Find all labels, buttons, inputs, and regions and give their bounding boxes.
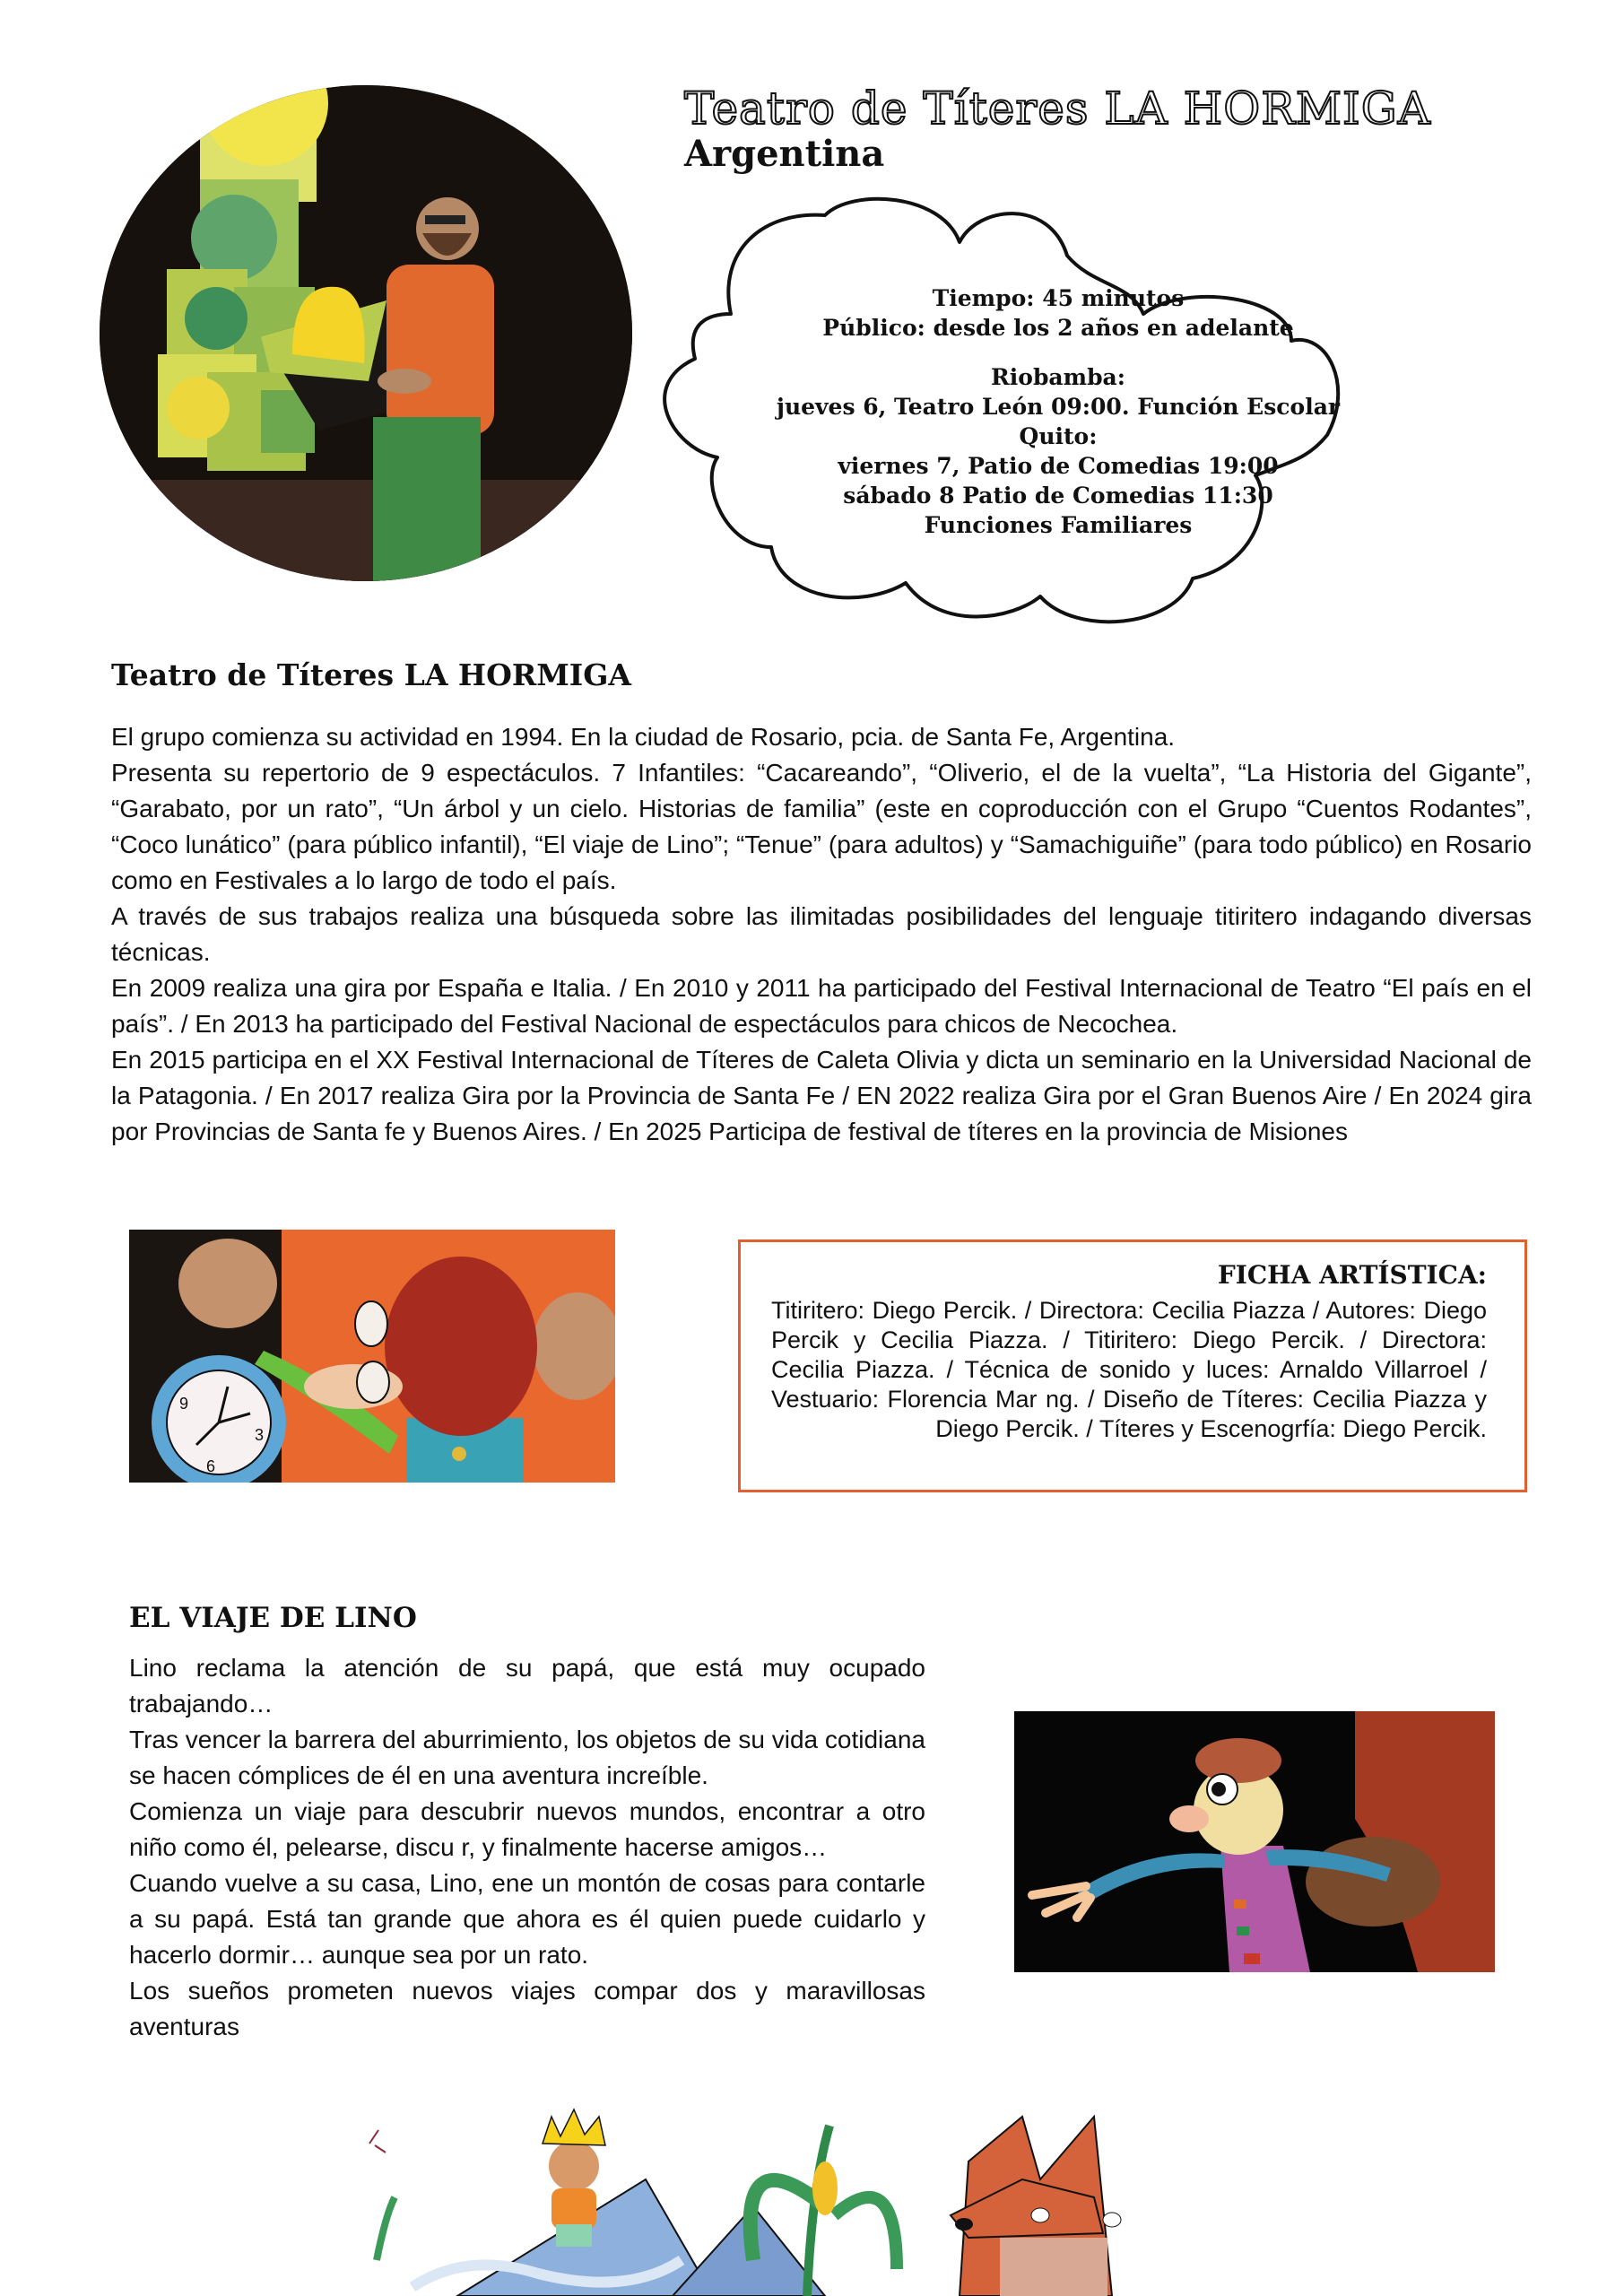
bottom-illustration [359,2081,1220,2296]
svg-text:6: 6 [206,1457,216,1475]
svg-text:3: 3 [255,1426,265,1444]
company-bio [111,719,1532,1150]
synopsis-paragraph: Lino reclama la atención de su papá, que está muy ocupado trabajando… [129,1654,925,1718]
schedule-line: Funciones Familiares [924,512,1193,538]
lino-puppet-image [1014,1711,1495,1972]
hero-photo-puppeteer [100,85,632,581]
bio-paragraph: En 2009 realiza una gira por España e Italia. / En 2010 y 2011 ha participado del Festival Internacional de Teatro “El país en el país”. / En 2013 ha participado del Festival Nacional de espectáculos para chicos de Necochea. [111,974,1532,1038]
clock-puppet-photo [129,1230,615,1483]
bio-paragraph: A través de sus trabajos realiza una búsqueda sobre las ilimitadas posibilidades del lenguaje titiritero indagando diversas técnicas. [111,902,1532,966]
ficha-artistica-box [738,1239,1527,1492]
andean-characters-illustration [359,2081,1220,2296]
synopsis-paragraph: Los sueños prometen nuevos viajes compar dos y maravillosas aventuras [129,1977,925,2040]
synopsis-paragraph: Comienza un viaje para descubrir nuevos mundos, encontrar a otro niño como él, pelearse, discu r, y finalmente hacerse amigos… [129,1797,925,1861]
show-synopsis [129,1650,925,2045]
puppeteer-image [100,85,632,581]
show-heading: EL VIAJE DE LINO [129,1602,417,1634]
lino-puppet-photo [1014,1711,1495,1972]
company-heading: Teatro de Títeres LA HORMIGA [111,657,632,692]
clock-puppet-image [129,1230,615,1483]
bio-paragraph: Presenta su repertorio de 9 espectáculos. 7 Infantiles: “Cacareando”, “Oliverio, el de la vuelta”, “La Historia del Gigante”, “Garabato, por un rato”, “Un árbol y un cielo. Historias de familia” (este en coproducción con el Grupo “Cuentos Rodantes”, “Coco lunático” (para público infantil), “El viaje de Lino”; “Tenue” (para adultos) y “Samachiguiñe” (para todo público) en Rosario como en Festivales a lo largo de todo el país. [111,759,1532,894]
svg-text:9: 9 [179,1395,189,1413]
country-subtitle: Argentina [684,133,885,175]
ficha-title: FICHA ARTÍSTICA: [1217,1260,1487,1290]
synopsis-paragraph: Cuando vuelve a su casa, Lino, ene un montón de cosas para contarle a su papá. Está tan grande que ahora es él quien puede cuidarlo y hacerlo dormir… aunque sea por un rato. [129,1869,925,1969]
synopsis-paragraph: Tras vencer la barrera del aburrimiento, los objetos de su vida cotidiana se hacen cómplices de él en una aventura increíble. [129,1726,925,1789]
ficha-body: Titiritero: Diego Percik. / Directora: Cecilia Piazza / Autores: Diego Percik y Cecilia Piazza. / Titiritero: Diego Percik. / Directora: Cecilia Piazza. / Técnica de sonido y luces: Arnaldo Villarroel / Vestuario: Florencia Mar ng. / Diseño de Títeres: Cecilia Piazza y Diego Percik. / Títeres y Escenogrfía: Diego Percik. [771,1297,1487,1442]
city-quito: Quito: [1019,423,1098,449]
bio-paragraph: En 2015 participa en el XX Festival Internacional de Títeres de Caleta Olivia y dicta un seminario en la Universidad Nacional de la Patagonia. / En 2017 realiza Gira por la Provincia de Santa Fe / EN 2022 realiza Gira por el Gran Buenos Aire / En 2024 gira por Provincias de Santa fe y Buenos Aires. / En 2025 Participa de festival de títeres en la provincia de Misiones [111,1046,1532,1145]
schedule-line: sábado 8 Patio de Comedias 11:30 [843,483,1273,509]
info-cloud [646,188,1471,637]
cloud-text [646,188,1471,540]
schedule-line: jueves 6, Teatro León 09:00. Función Escolar [776,394,1341,420]
page-title: Teatro de Títeres LA HORMIGA [684,83,1431,135]
bio-paragraph: El grupo comienza su actividad en 1994. En la ciudad de Rosario, pcia. de Santa Fe, Argentina. [111,723,1176,751]
duration-text: Tiempo: 45 minutos [932,285,1185,311]
city-riobamba: Riobamba: [991,364,1125,390]
schedule-line: viernes 7, Patio de Comedias 19:00 [838,453,1279,479]
audience-text: Público: desde los 2 años en adelante [822,315,1294,341]
